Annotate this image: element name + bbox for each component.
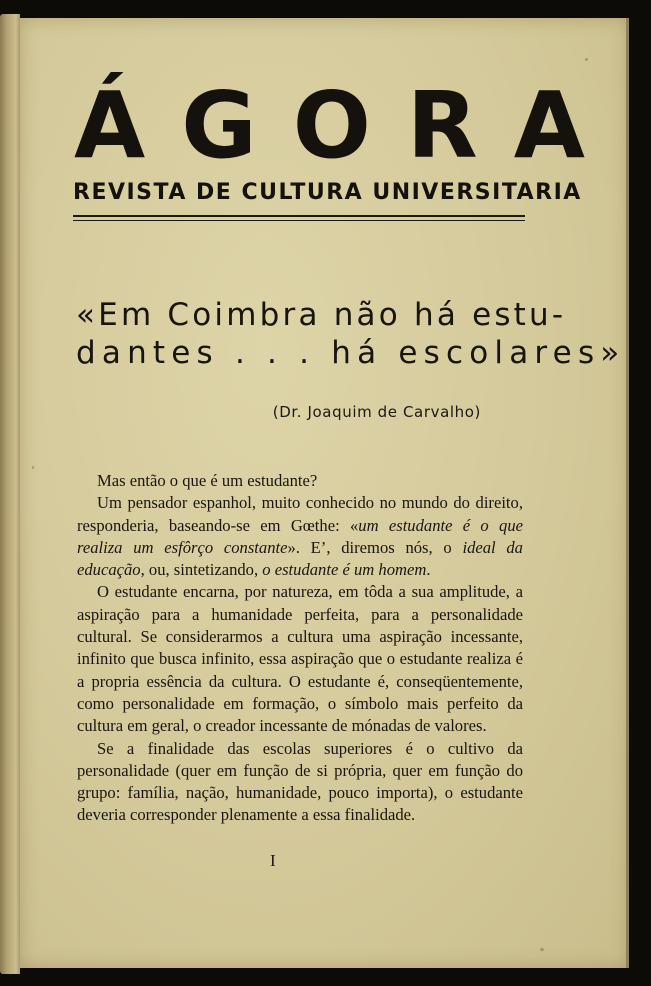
paragraph-4: Se a finalidade das escolas superiores é o cultivo da personalidade (quer em função de si própria, quer em função do grupo: família, nação, humanidade, pouco importa), o estudante deveria corresponder plenamente a essa finalidade.: [77, 738, 523, 825]
masthead-title: ÁGORA: [74, 72, 621, 179]
paper-spot: [32, 466, 34, 469]
p2-text-g: .: [426, 560, 431, 580]
p2-text-e: , ou, sintetizando,: [140, 560, 263, 580]
facing-page-edge: [0, 14, 20, 974]
paragraph-2: [77, 492, 523, 581]
article-headline: [76, 296, 626, 372]
article-body: [77, 470, 523, 827]
p2-text-a: Um pensador espanhol, muito conhecido no mundo do direito, responderia, baseando-se em Gœthe: «: [77, 493, 523, 535]
p2-ideal-italic: ideal da educação: [77, 537, 523, 580]
paper-spot: [540, 948, 544, 951]
masthead-rule-thick: [73, 215, 525, 217]
page-number: I: [270, 851, 276, 870]
page-edge: [626, 18, 629, 968]
headline-line-2: dantes . . . há escolares»: [76, 335, 626, 371]
paragraph-3: O estudante encarna, por natureza, em tôda a sua amplitude, a aspiração para a humanidade perfeita, para a personalidade cultural. Se considerarmos a cultura uma aspiração incessante, infinito que busca infinito, essa aspiração que o estudante realiza é a propria essência da cultura. O estudante é, conseqüentemente, como personalidade em formação, o símbolo mais perfeito da cultura em geral, o creador incessante de mónadas de valores.: [77, 582, 523, 736]
paragraph-1: Mas então o que é um estudante?: [97, 471, 318, 490]
masthead-rule-thin: [73, 220, 525, 221]
p2-homem-italic: o estudante é um homem: [262, 560, 427, 580]
p2-quote-italic: um estudante é o que realiza um esfôrço constante: [77, 515, 523, 557]
paper-spot: [585, 58, 588, 61]
article-attribution: (Dr. Joaquim de Carvalho): [272, 403, 481, 421]
headline-line-1: «Em Coimbra não há estu-: [76, 297, 567, 333]
journal-page: [20, 18, 629, 968]
p2-text-c: ». E’, diremos nós, o: [287, 537, 463, 557]
masthead-subtitle: REVISTA DE CULTURA UNIVERSITARIA: [73, 180, 582, 205]
